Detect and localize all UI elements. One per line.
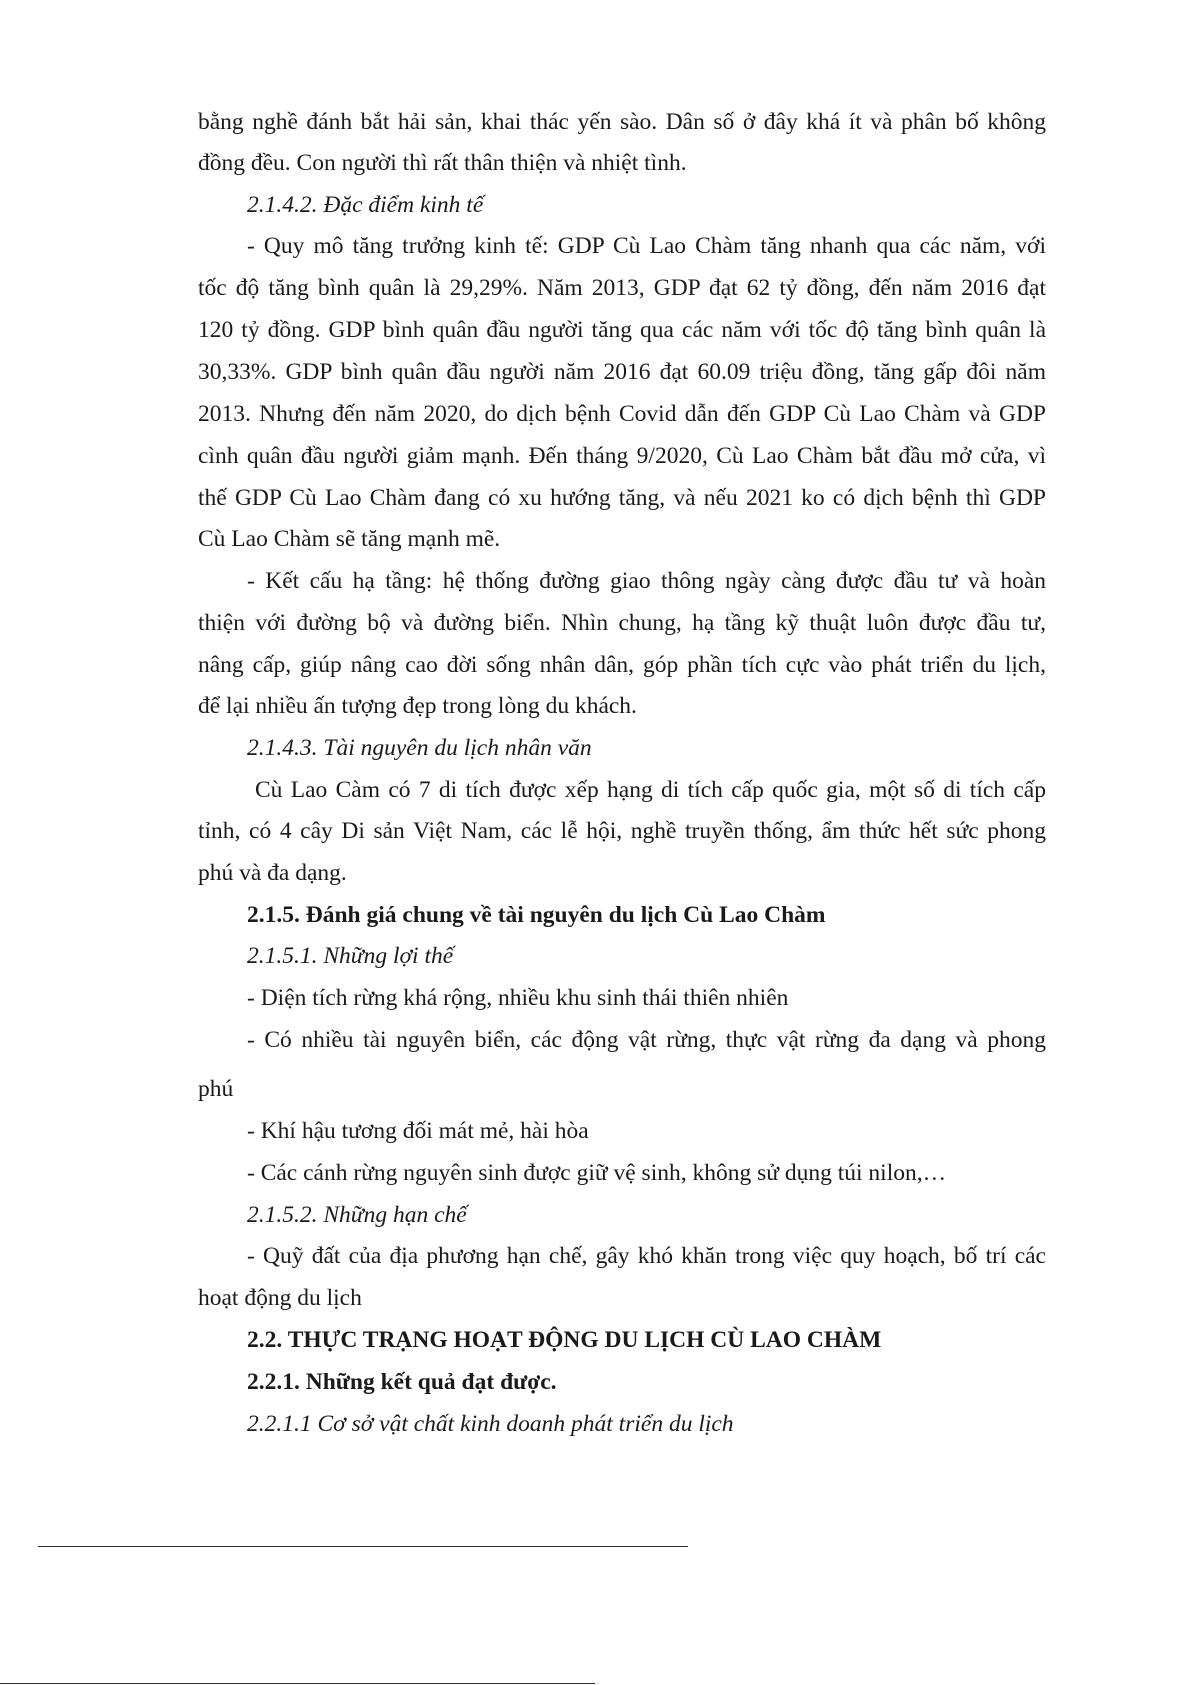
subsection-heading: 2.1.4.3. Tài nguyên du lịch nhân văn: [247, 735, 592, 761]
paragraph-line: tốc độ tăng bình quân là 29,29%. Năm 2013, GDP đạt 62 tỷ đồng, đến năm 2016 đạt: [198, 275, 1046, 301]
paragraph-line: - Kết cấu hạ tầng: hệ thống đường giao thông ngày càng được đầu tư và hoàn: [247, 568, 1046, 594]
list-item: - Diện tích rừng khá rộng, nhiều khu sinh thái thiên nhiên: [247, 985, 789, 1011]
paragraph-line: thế GDP Cù Lao Chàm đang có xu hướng tăng, và nếu 2021 ko có dịch bệnh thì GDP: [198, 485, 1046, 511]
list-item: - Khí hậu tương đối mát mẻ, hài hòa: [247, 1118, 589, 1144]
bottom-edge-line: [0, 1683, 595, 1684]
paragraph-line: hoạt động du lịch: [198, 1285, 362, 1311]
list-item: - Các cánh rừng nguyên sinh được giữ vệ sinh, không sử dụng túi nilon,…: [247, 1160, 947, 1186]
paragraph-line: 30,33%. GDP bình quân đầu người năm 2016 đạt 60.09 triệu đồng, tăng gấp đôi năm: [198, 359, 1046, 385]
paragraph-line: Cù Lao Chàm sẽ tăng mạnh mẽ.: [198, 526, 501, 552]
paragraph-line: nâng cấp, giúp nâng cao đời sống nhân dân, góp phần tích cực vào phát triển du lịch,: [198, 652, 1046, 678]
paragraph-line: - Quy mô tăng trưởng kinh tế: GDP Cù Lao Chàm tăng nhanh qua các năm, với: [247, 233, 1046, 259]
paragraph-line: phú: [198, 1076, 234, 1102]
paragraph-line: Cù Lao Càm có 7 di tích được xếp hạng di tích cấp quốc gia, một số di tích cấp: [255, 777, 1046, 803]
paragraph-line: 120 tỷ đồng. GDP bình quân đầu người tăng qua các năm với tốc độ tăng bình quân là: [198, 317, 1046, 343]
section-heading: 2.2.1. Những kết quả đạt được.: [247, 1369, 557, 1395]
paragraph-line: để lại nhiều ấn tượng đẹp trong lòng du khách.: [198, 693, 637, 719]
footer-divider: [38, 1546, 688, 1547]
paragraph-line: đồng đều. Con người thì rất thân thiện và nhiệt tình.: [198, 150, 687, 176]
paragraph-line: bằng nghề đánh bắt hải sản, khai thác yến sào. Dân số ở đây khá ít và phân bố không: [198, 109, 1046, 135]
subsection-heading: 2.2.1.1 Cơ sở vật chất kinh doanh phát triển du lịch: [247, 1411, 734, 1437]
list-item: - Có nhiều tài nguyên biển, các động vật rừng, thực vật rừng đa dạng và phong: [247, 1027, 1046, 1053]
paragraph-line: cình quân đầu người giảm mạnh. Đến tháng 9/2020, Cù Lao Chàm bắt đầu mở cửa, vì: [198, 443, 1046, 469]
subsection-heading: 2.1.5.1. Những lợi thế: [247, 943, 454, 969]
paragraph-line: phú và đa dạng.: [198, 860, 347, 886]
paragraph-line: thiện với đường bộ và đường biển. Nhìn chung, hạ tầng kỹ thuật luôn được đầu tư,: [198, 610, 1046, 636]
paragraph-line: 2013. Nhưng đến năm 2020, do dịch bệnh Covid dẫn đến GDP Cù Lao Chàm và GDP: [198, 401, 1046, 427]
list-item: - Quỹ đất của địa phương hạn chế, gây khó khăn trong việc quy hoạch, bố trí các: [247, 1243, 1046, 1269]
chapter-heading: 2.2. THỰC TRẠNG HOẠT ĐỘNG DU LỊCH CÙ LAO CHÀM: [247, 1327, 882, 1353]
subsection-heading: 2.1.4.2. Đặc điểm kinh tế: [247, 192, 484, 218]
section-heading: 2.1.5. Đánh giá chung về tài nguyên du lịch Cù Lao Chàm: [247, 902, 826, 928]
subsection-heading: 2.1.5.2. Những hạn chế: [247, 1202, 467, 1228]
paragraph-line: tỉnh, có 4 cây Di sản Việt Nam, các lễ hội, nghề truyền thống, ẩm thức hết sức phong: [198, 818, 1046, 844]
